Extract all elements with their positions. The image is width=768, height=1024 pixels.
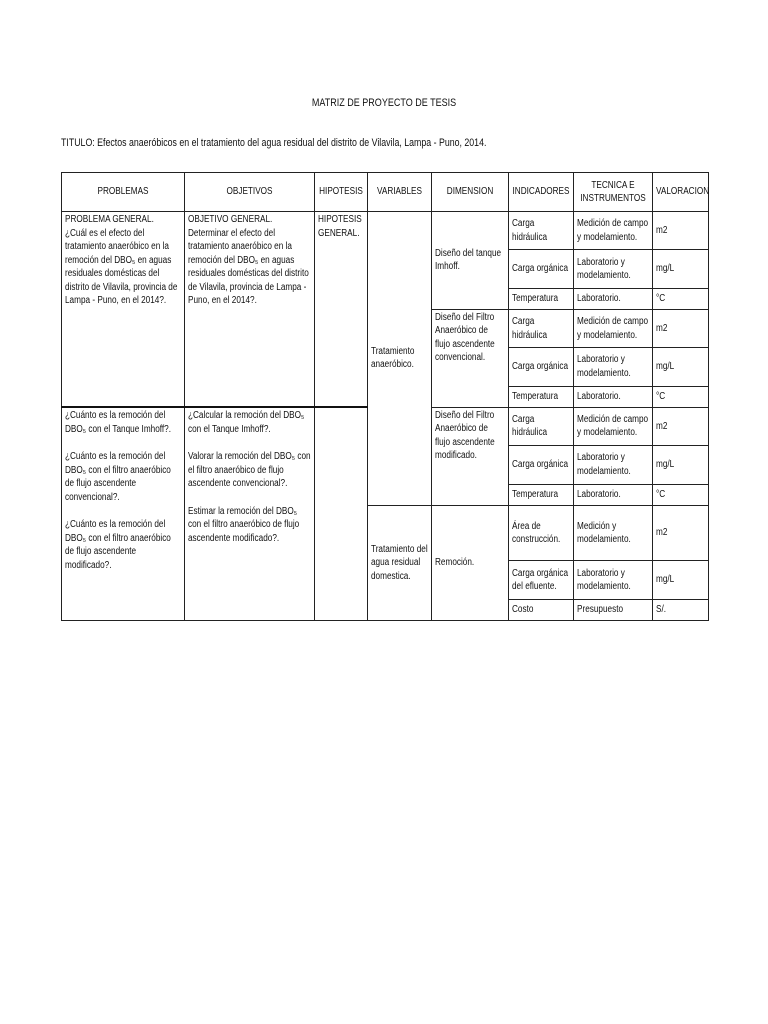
header-tecnica: TECNICA E INSTRUMENTOS <box>574 173 653 212</box>
valoracion-cell: °C <box>653 288 709 309</box>
indicador-cell: Carga hidráulica <box>509 407 574 445</box>
objetivo-especifico-1: ¿Calcular la remoción del DBO₅ con el Tanque Imhoff?. <box>188 410 305 435</box>
valoracion-cell: m2 <box>653 309 709 347</box>
indicador-cell: Carga hidráulica <box>509 212 574 250</box>
valoracion-cell: mg/L <box>653 250 709 288</box>
tecnica-cell: Laboratorio. <box>574 484 653 505</box>
dimension-filtro-modificado: Diseño del Filtro Anaeróbico de flujo ascendente modificado. <box>432 407 509 505</box>
indicador-cell: Costo <box>509 599 574 620</box>
header-indicadores: INDICADORES <box>509 173 574 212</box>
problema-especifico-1: ¿Cuánto es la remoción del DBO₅ con el Tanque Imhoff?. <box>65 410 172 435</box>
header-hipotesis: HIPOTESIS <box>315 173 368 212</box>
valoracion-cell: mg/L <box>653 348 709 386</box>
page-title: MATRIZ DE PROYECTO DE TESIS <box>311 97 457 109</box>
indicador-cell: Temperatura <box>509 288 574 309</box>
valoracion-cell: mg/L <box>653 561 709 599</box>
tecnica-cell: Medición de campo y modelamiento. <box>574 212 653 250</box>
tecnica-cell: Medición de campo y modelamiento. <box>574 309 653 347</box>
valoracion-cell: S/. <box>653 599 709 620</box>
tecnica-cell: Laboratorio. <box>574 386 653 407</box>
indicador-cell: Carga hidráulica <box>509 309 574 347</box>
objetivo-especifico-3: Estimar la remoción del DBO₅ con el filtro anaeróbico de flujo ascendente modificado?. <box>188 505 300 544</box>
indicador-cell: Carga orgánica <box>509 250 574 288</box>
indicador-cell: Área de construcción. <box>509 505 574 561</box>
tecnica-cell: Medición y modelamiento. <box>574 505 653 561</box>
hipotesis-general-cell: HIPOTESIS GENERAL. <box>315 212 368 408</box>
tecnica-cell: Laboratorio y modelamiento. <box>574 250 653 288</box>
tecnica-cell: Laboratorio y modelamiento. <box>574 446 653 484</box>
valoracion-cell: °C <box>653 484 709 505</box>
indicador-cell: Carga orgánica <box>509 446 574 484</box>
header-variables: VARIABLES <box>368 173 432 212</box>
objetivo-especifico-2: Valorar la remoción del DBO₅ con el filtro anaeróbico de flujo ascendente convencional?. <box>188 451 311 490</box>
valoracion-cell: m2 <box>653 505 709 561</box>
indicador-cell: Carga orgánica <box>509 348 574 386</box>
valoracion-cell: °C <box>653 386 709 407</box>
variable-tratamiento-anaerobico: Tratamiento anaeróbico. <box>368 212 432 506</box>
problema-general-cell: PROBLEMA GENERAL. ¿Cuál es el efecto del tratamiento anaeróbico en la remoción del DBO₅ en aguas residuales domésticas del distrito de Vilavila, provincia de Lampa - Puno, en el 2014?. <box>62 212 185 408</box>
thesis-matrix-table <box>61 172 709 621</box>
valoracion-cell: m2 <box>653 407 709 445</box>
indicador-cell: Temperatura <box>509 484 574 505</box>
objetivos-especificos-cell <box>185 407 315 620</box>
tecnica-cell: Laboratorio y modelamiento. <box>574 348 653 386</box>
header-valoracion: VALORACION <box>653 173 709 212</box>
tecnica-cell: Medición de campo y modelamiento. <box>574 407 653 445</box>
problemas-especificos-cell <box>62 407 185 620</box>
valoracion-cell: m2 <box>653 212 709 250</box>
dimension-filtro-convencional: Diseño del Filtro Anaeróbico de flujo ascendente convencional. <box>432 309 509 407</box>
thesis-title: TITULO: Efectos anaeróbicos en el tratamiento del agua residual del distrito de Vilavila, Lampa - Puno, 2014. <box>61 137 487 149</box>
valoracion-cell: mg/L <box>653 446 709 484</box>
tecnica-cell: Laboratorio y modelamiento. <box>574 561 653 599</box>
indicador-cell: Carga orgánica del efluente. <box>509 561 574 599</box>
tecnica-cell: Laboratorio. <box>574 288 653 309</box>
indicador-cell: Temperatura <box>509 386 574 407</box>
header-row <box>62 173 709 212</box>
problema-especifico-2: ¿Cuánto es la remoción del DBO₅ con el filtro anaeróbico de flujo ascendente convencional?. <box>65 451 171 503</box>
problema-especifico-3: ¿Cuánto es la remoción del DBO₅ con el filtro anaeróbico de flujo ascendente modificado?. <box>65 519 171 571</box>
dimension-tanque-imhoff: Diseño del tanque Imhoff. <box>432 212 509 310</box>
table-row <box>62 212 709 250</box>
dimension-remocion: Remoción. <box>432 505 509 620</box>
header-dimension: DIMENSION <box>432 173 509 212</box>
variable-tratamiento-agua-residual: Tratamiento del agua residual domestica. <box>368 505 432 620</box>
objetivo-general-cell: OBJETIVO GENERAL. Determinar el efecto del tratamiento anaeróbico en la remoción del DBO₅ en aguas residuales domésticas del distrito de Vilavila, provincia de Lampa - Puno, en el 2014?. <box>185 212 315 408</box>
header-problemas: PROBLEMAS <box>62 173 185 212</box>
tecnica-cell: Presupuesto <box>574 599 653 620</box>
hipotesis-especificas-cell <box>315 407 368 620</box>
header-objetivos: OBJETIVOS <box>185 173 315 212</box>
